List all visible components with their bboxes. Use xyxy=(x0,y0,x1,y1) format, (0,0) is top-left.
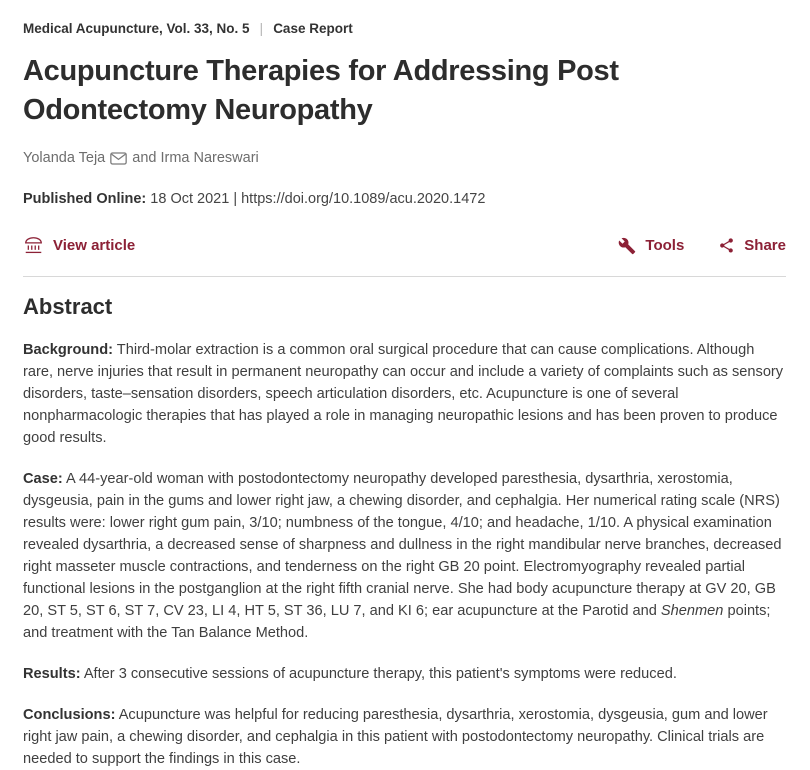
case-italic-term: Shenmen xyxy=(660,603,724,620)
conclusions-label: Conclusions: xyxy=(23,707,116,724)
view-article-label: View article xyxy=(53,237,136,255)
coauthors-text: and Irma Nareswari xyxy=(132,150,259,167)
author-name: Yolanda Teja xyxy=(23,150,106,167)
tools-label: Tools xyxy=(645,237,685,255)
journal-citation: Medical Acupuncture, Vol. 33, No. 5 xyxy=(23,20,250,36)
published-label: Published Online: xyxy=(23,191,147,208)
abstract-heading: Abstract xyxy=(23,294,113,320)
article-type-label: Case Report xyxy=(273,20,353,36)
section-divider xyxy=(23,276,786,277)
conclusions-text: Acupuncture was helpful for reducing paresthesia, dysarthria, xerostomia, dysgeusia, gum and lower right jaw pain, a chewing disorder, and cephalgia in this patient with postodontectomy neuropathy. Clinical trials are needed to support the findings in this case. xyxy=(23,707,768,768)
published-value: 18 Oct 2021 | https://doi.org/10.1089/acu.2020.1472 xyxy=(150,191,486,208)
results-label: Results: xyxy=(23,666,81,683)
share-label: Share xyxy=(744,237,786,255)
page-title: Acupuncture Therapies for Addressing Post Odontectomy Neuropathy xyxy=(23,55,619,126)
tools-button[interactable] xyxy=(618,237,684,255)
case-label: Case: xyxy=(23,471,63,488)
article-toolbar xyxy=(23,236,786,255)
abstract-case-paragraph xyxy=(23,468,786,644)
share-network-icon xyxy=(718,237,735,254)
case-text-part2: points; and treatment with the Tan Balance Method. xyxy=(23,603,771,642)
breadcrumb xyxy=(23,20,786,36)
abstract-results-paragraph xyxy=(23,663,786,685)
breadcrumb-separator: | xyxy=(259,20,264,36)
authors-line xyxy=(23,150,786,166)
institution-icon xyxy=(23,236,44,255)
wrench-icon xyxy=(618,237,636,255)
envelope-icon[interactable] xyxy=(110,152,127,165)
case-text-part1: A 44-year-old woman with postodontectomy neuropathy developed paresthesia, dysarthria, xerostomia, dysgeusia, pain in the gums and lower right jaw, a chewing disorder, and cephalgia. Her numerical rating scale (NRS) results were: lower right gum pain, 3/10; numbness of the tongue, 4/10; and headache, 1/10. A physical examination revealed dysarthria, a decreased sense of sharpness and dullness in the right mandibular nerve branches, decreased right masseter muscle contractions, and tenderness on the right GB 20 point. Electromyography revealed partial functional lesions in the postganglion at the right fifth cranial nerve. She had body acupuncture therapy at GV 20, GB 20, ST 5, ST 6, ST 7, CV 23, LI 4, HT 5, ST 36, LU 7, and KI 6; ear acupuncture at the Parotid and xyxy=(23,471,782,620)
view-article-link[interactable] xyxy=(23,236,135,255)
abstract-conclusions-paragraph xyxy=(23,704,786,770)
published-line xyxy=(23,191,786,207)
background-text: Third-molar extraction is a common oral surgical procedure that can cause complications. Although rare, nerve injuries that result in permanent neuropathy can occur and include a variety of complaints such as sensory disorders, taste–sensation disorders, speech articulation disorders, etc. Acupuncture is one of several nonpharmacologic therapies that has played a role in managing neuropathic lesions and has been proven to produce good results. xyxy=(23,342,784,447)
share-button[interactable] xyxy=(718,237,786,254)
results-text: After 3 consecutive sessions of acupuncture therapy, this patient's symptoms were reduced. xyxy=(83,666,677,683)
background-label: Background: xyxy=(23,342,113,359)
abstract-background-paragraph xyxy=(23,339,786,449)
